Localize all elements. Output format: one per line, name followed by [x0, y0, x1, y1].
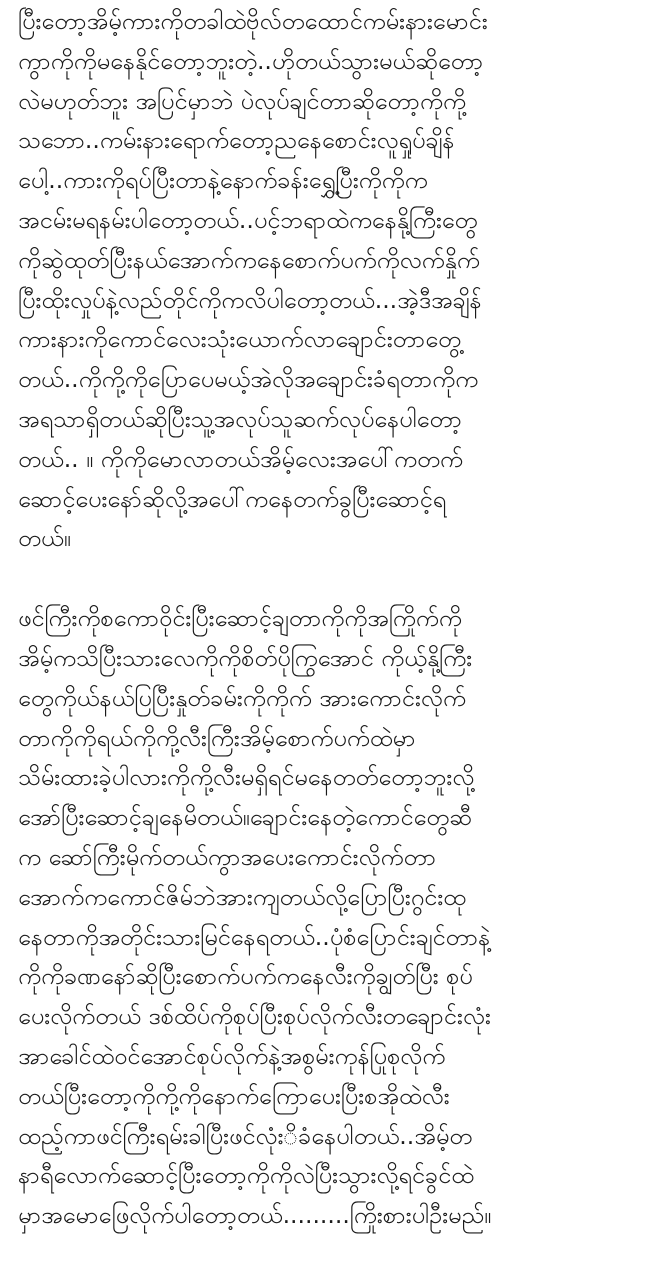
text-line: ဖင်ကြီးကိုစကောဝိုင်းပြီးဆောင့်ချတာကိုကိုအကြိုက်ကို	[18, 604, 462, 633]
text-line: အိမ့်ကသိပြီးသားလေကိုကိုစိတ်ပိုကြွအောင် ကိုယ့်နို့ကြီး	[18, 643, 473, 672]
text-line: ကိုကိုခဏနော်ဆိုပြီးစောက်ပက်ကနေလီးကိုချွတ်ပြီး စုပ်	[18, 962, 473, 991]
text-line: တာကိုကိုရယ်ကိုကို့လီးကြီးအိမ့်စောက်ပက်ထဲမှာ	[18, 723, 416, 752]
text-line: တယ်..ကိုကို့ကိုပြောပေမယ့်အဲလိုအချောင်းခံရတာကိုက	[18, 365, 479, 394]
text-line: ကိုဆွဲထုတ်ပြီးနယ်အောက်ကနေစောက်ပက်ကိုလက်နှိုက်	[18, 245, 480, 274]
text-line: အငမ်းမရနမ်းပါတော့တယ်..ပင့်ဘရာထဲကနေနို့ကြီးတွေ	[18, 205, 478, 234]
text-line: ကွာကိုကိုမနေနိုင်တော့ဘူးတဲ့..ဟိုတယ်သွားမယ်ဆိုတော့	[18, 46, 484, 75]
paragraph-2	[18, 599, 656, 1236]
text-line: တယ်.. ။ ကိုကိုမောလာတယ်အိမ့်လေးအပေါ်ကတက်	[18, 444, 463, 473]
paragraph-1	[18, 2, 656, 559]
text-line: သိမ်းထားခဲ့ပါလားကိုကို့လီးမရှိရင်မနေတတ်တော့ဘူးလို့	[18, 763, 475, 792]
text-line: အောက်ကကောင်ဇိမ်ဘဲအားကျတယ်လို့ပြောပြီးဂွင်းထု	[18, 882, 466, 911]
text-line: သဘော..ကမ်းနားရောက်တော့ညနေစောင်းလူရှုပ်ချိန်	[18, 126, 455, 155]
text-line: နေတာကိုအတိုင်းသားမြင်နေရတယ်..ပုံစံပြောင်းချင်တာနဲ့	[18, 922, 491, 951]
text-line: ပေးလိုက်တယ် ဒစ်ထိပ်ကိုစုပ်ပြီးစုပ်လိုက်လီးတချောင်းလုံး	[18, 1002, 491, 1031]
text-line: နာရီလောက်ဆောင့်ပြီးတော့ကိုကိုလဲပြီးသွားလို့ရင်ခွင်ထဲ	[18, 1161, 474, 1190]
text-line: မှာအမောဖြေလိုက်ပါတော့တယ်.........ကြိုးစားပါဦးမည်။	[18, 1201, 492, 1230]
text-line: အရသာရှိတယ်ဆိုပြီးသူ့အလုပ်သူဆက်လုပ်နေပါတော့	[18, 404, 462, 433]
text-line: ပြီးထိုးလှုပ်နဲ့လည်တိုင်ကိုကလိပါတော့တယ်...အဲ့ဒီအချိန်	[18, 285, 482, 314]
text-line: ထည့်ကာဖင်ကြီးရမ်းခါပြီးဖင်လုံးိခံနေပါတယ်..အိမ့်တ	[18, 1121, 473, 1150]
text-line: ဆောင့်ပေးနော်ဆိုလို့အပေါ်ကနေတက်ခွပြီးဆောင့်ရ	[18, 484, 447, 513]
text-line: လဲမဟုတ်ဘူး အပြင်မှာဘဲ ပဲလုပ်ချင်တာဆိုတော့ကိုကို့	[18, 86, 466, 115]
text-line: တယ်။	[18, 524, 71, 553]
text-line: တယ်ပြီးတော့ကိုကို့ကိုနောက်ကြောပေးပြီးစအိုထဲလီး	[18, 1081, 450, 1110]
text-line: အာခေါင်ထဲဝင်အောင်စုပ်လိုက်နဲ့အစွမ်းကုန်ပြုစုလိုက်	[18, 1041, 446, 1070]
text-line: က ဆော်ကြီးမိုက်တယ်ကွာအပေးကောင်းလိုက်တာ	[18, 842, 437, 871]
paragraph-gap	[18, 559, 656, 599]
text-line: ကားနားကိုကောင်လေးသုံးယောက်လာချောင်းတာတွေ့	[18, 325, 461, 354]
text-line: အော်ပြီးဆောင့်ချနေမိတယ်။ချောင်းနေတဲ့ကောင်တွေဆီ	[18, 803, 472, 832]
text-line: တွေကိုယ်နယ်ပြပြီးနှုတ်ခမ်းကိုကိုက် အားကောင်းလိုက်	[18, 683, 466, 712]
text-line: ပြီးတော့အိမ့်ကားကိုတခါထဲဗိုလ်တထောင်ကမ်းနားမောင်း	[18, 7, 488, 35]
text-line: ပေါ့..ကားကိုရပ်ပြီးတာနဲ့နောက်ခန်းရွှေ့ပြီးကိုကိုက	[18, 166, 428, 195]
